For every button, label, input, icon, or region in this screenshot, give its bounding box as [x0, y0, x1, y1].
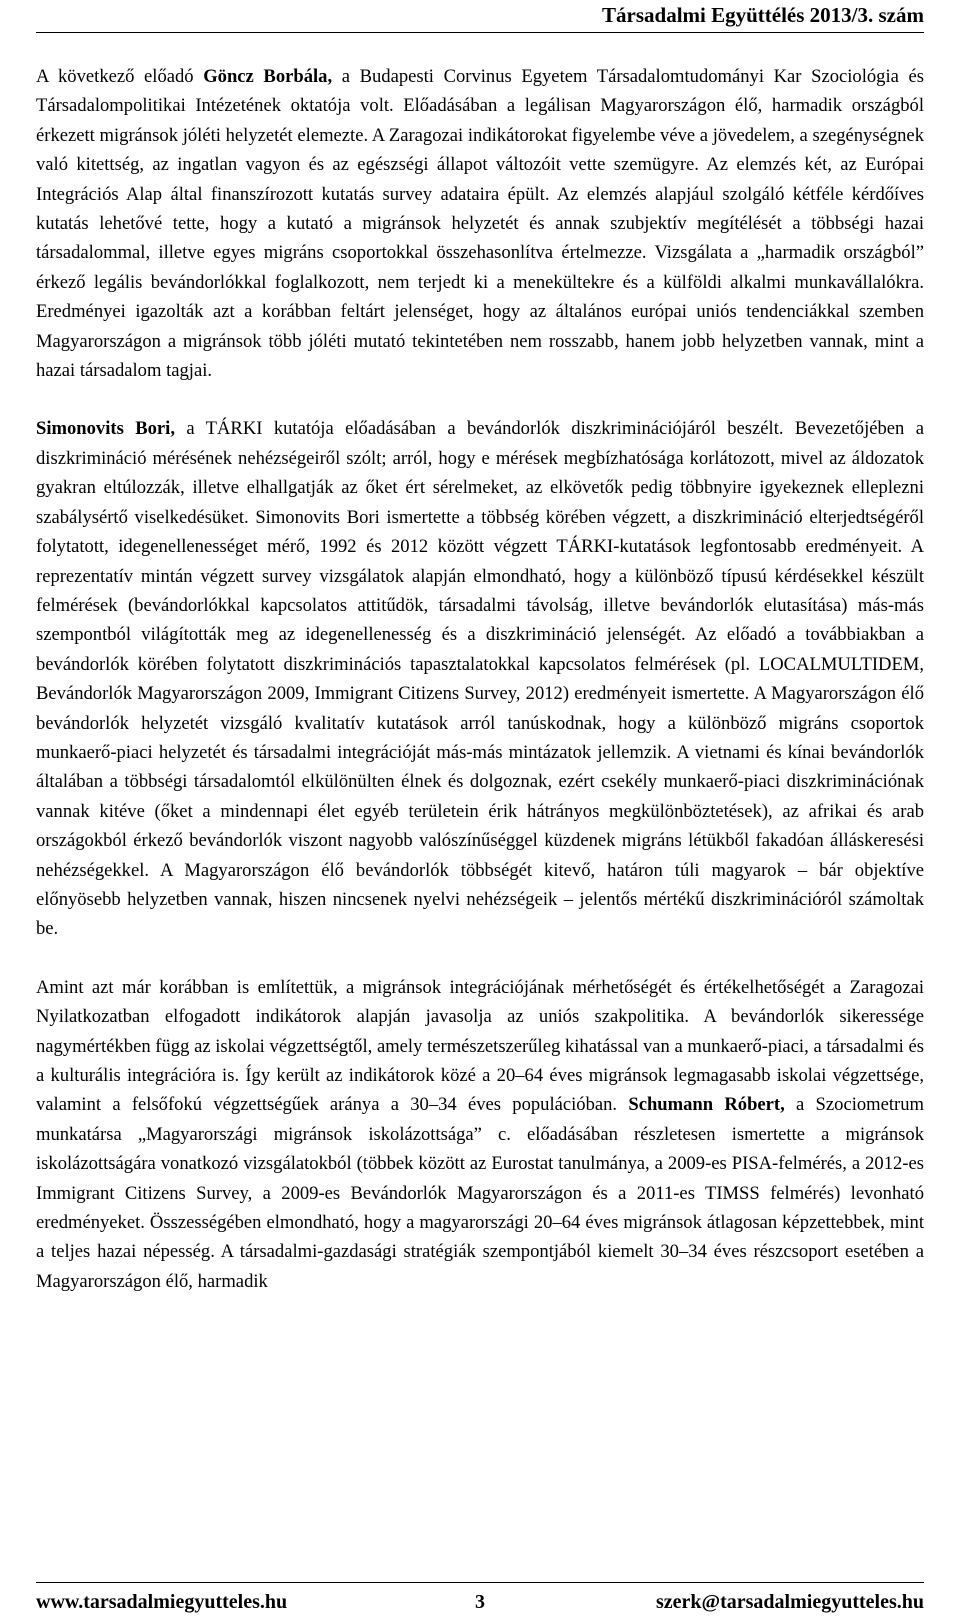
paragraph-text: Amint azt már korábban is említettük, a migránsok integrációjának mérhetőségét és értékelhetőségét a Zaragozai Nyilatkozatban elfogadott indikátorok alapján javasolja az uniós szakpolitika. A bevándorlók sikeressége nagymértékben függ az iskolai végzettségtől, amely természetszerűleg kihatással van a munkaerő-piaci, a társadalmi és a kulturális integrációra is. Így került az indikátorok közé a 20–64 éves migránsok legmagasabb iskolai végzettsége, valamint a felsőfokú végzettségűek aránya a 30–34 éves populációban. [36, 976, 924, 1116]
paragraph-text: a Budapesti Corvinus Egyetem Társadalomtudományi Kar Szociológia és Társadalompolitikai Intézetének oktatója volt. Előadásában a legálisan Magyarországon élő, harmadik országból érkezett migránsok jóléti helyzetét elemezte. A Zaragozai indikátorokat figyelembe véve a jövedelem, a szegénységnek való kitettség, az ingatlan vagyon és az egészségi állapot változóit vette szemügyre. Az elemzés két, az Európai Integrációs Alap által finanszírozott kutatás survey adataira épült. Az elemzés alapjául szolgáló kétféle kérdőíves kutatás lehetővé tette, hogy a kutató a migránsok helyzetét és annak szubjektív megítélését a többségi hazai társadalommal, illetve egyes migráns csoportokkal összehasonlítva értelmezze. Vizsgálata a „harmadik országból” érkező legális bevándorlókkal foglalkozott, nem terjedt ki a menekültekre és a külföldi alkalmi munkavállalókra. Eredményei igazolták azt a korábban feltárt jelenséget, hogy az általános európai uniós tendenciákkal szemben Magyarországon a migránsok több jóléti mutató tekintetében nem rosszabb, hanem jobb helyzetben vannak, mint a hazai társadalom tagjai. [36, 66, 924, 382]
page-footer [36, 1582, 924, 1623]
paragraph-text: a Szociometrum munkatársa „Magyarországi migránsok iskolázottsága” c. előadásában részletesen ismertette a migránsok iskolázottságára vonatkozó vizsgálatokból (többek között az Eurostat tanulmánya, a 2009-es PISA-felmérés, a 2012-es Immigrant Citizens Survey, a 2009-es Bevándorlók Magyarországon és a 2011-es TIMSS felmérés) levonható eredményeket. Összességében elmondható, hogy a magyarországi 20–64 éves migránsok átlagosan képzettebbek, mint a teljes hazai népesség. A társadalmi-gazdasági stratégiák szempontjából kiemelt 30–34 éves részcsoport esetében a Magyarországon élő, harmadik [36, 1094, 924, 1292]
email-link[interactable]: szerk@tarsadalmiegyutteles.hu [655, 1591, 924, 1613]
speaker-name: Göncz Borbála, [203, 66, 333, 87]
paragraph-text: a TÁRKI kutatója előadásában a bevándorlók diszkriminációjáról beszélt. Bevezetőjében a diszkrimináció mérésének nehézségeiről szólt; arról, hogy e mérések megbízhatósága korlátozott, mivel az áldozatok gyakran eltúlozzák, illetve elhallgatják az őket ért sérelmeket, az elkövetők pedig többnyire igyekeznek elleplezni szabálysértő viselkedésüket. Simonovits Bori ismertette a többség körében végzett, a diszkrimináció elterjedtségéről folytatott, idegenellenességet mérő, 1992 és 2012 között végzett TÁRKI-kutatások legfontosabb eredményeit. A reprezentatív mintán végzett survey vizsgálatok alapján elmondható, hogy a különböző típusú kérdésekkel készült felmérések (bevándorlókkal kapcsolatos attitűdök, társadalmi távolság, illetve bevándorlók elutasítása) más-más szempontból világították meg az idegenellenesség és a diszkrimináció jelenségét. Az előadó a továbbiakban a bevándorlók körében folytatott diszkriminációs tapasztalatokkal kapcsolatos felmérések (pl. LOCALMULTIDEM, Bevándorlók Magyarországon 2009, Immigrant Citizens Survey, 2012) eredményeit ismertette. A Magyarországon élő bevándorlók helyzetét vizsgáló kvalitatív kutatások arról tanúskodnak, hogy a különböző migráns csoportok munkaerő-piaci helyzetét és társadalmi integrációját más-más mintázatok jellemzik. A vietnami és kínai bevándorlók általában a többségi társadalomtól elkülönülten élnek és dolgoznak, ezért csekély munkaerő-piaci diszkriminációnak vannak kitéve (őket a mindennapi élet egyéb területein érik hátrányos megkülönböztetések), az afrikai és arab országokból érkező bevándorlók viszont nagyobb valószínűséggel küzdenek migráns létükből fakadóan álláskeresési nehézségekkel. A Magyarországon élő bevándorlók többségét kitevő, határon túli magyarok – bár objektíve előnyösebb helyzetben vannak, hiszen nincsenek nyelvi nehézségeik – jelentős mértékű diszkriminációról számoltak be. [36, 418, 924, 940]
paragraph-simonovits [36, 414, 924, 943]
paragraph-text: A következő előadó [36, 66, 204, 87]
page-number: 3 [475, 1591, 485, 1613]
paragraph-schumann [36, 973, 924, 1296]
speaker-name: Simonovits Bori, [36, 418, 175, 440]
paragraph-goncz [36, 62, 924, 385]
website-link[interactable]: www.tarsadalmiegyutteles.hu [36, 1591, 288, 1613]
article-body [36, 62, 924, 1296]
speaker-name: Schumann Róbert, [628, 1094, 785, 1116]
journal-title: Társadalmi Együttélés 2013/3. szám [602, 3, 924, 27]
running-header [36, 0, 924, 33]
